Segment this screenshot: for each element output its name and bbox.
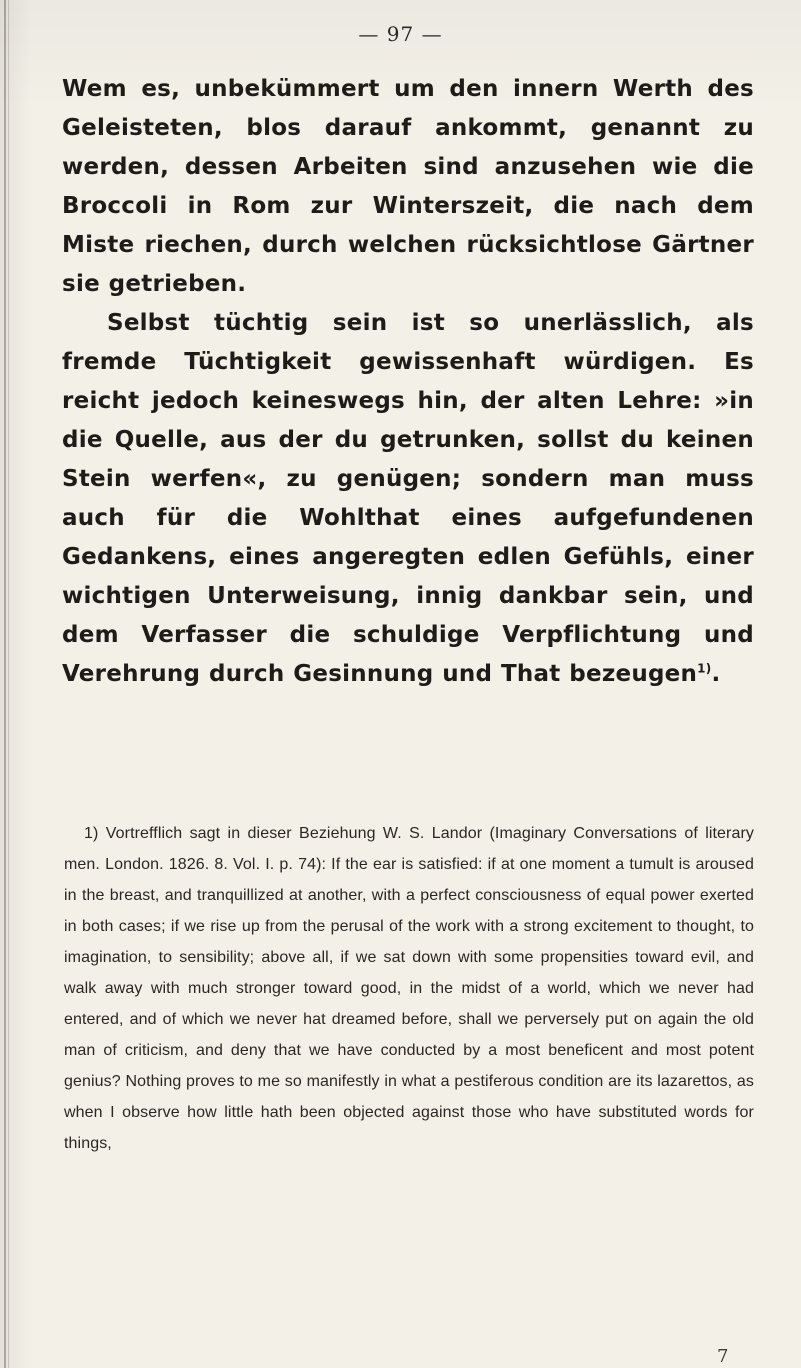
- paragraph-1: Wem es, unbekümmert um den innern Werth des Geleisteten, blos darauf ankommt, genannt zu werden, dessen Arbeiten sind anzusehen wie die Broccoli in Rom zur Winterszeit, die nach dem Miste riechen, durch welchen rücksichtlose Gärtner sie getrieben.: [62, 76, 754, 297]
- footnote-text: 1) Vortrefflich sagt in dieser Beziehung W. S. Landor (Imaginary Conversations of literary men. London. 1826. 8. Vol. I. p. 74): If the ear is satisfied: if at one moment a tumult is aroused in the breast, and tranquillized at another, with a perfect consciousness of equal power exerted in both cases; if we rise up from the perusal of the work with a strong excitement to thought, to imagination, to sensibility; above all, if we sat down with some propensities toward evil, and walk away with much stronger toward good, in the midst of a world, which we never had entered, and of which we never hat dreamed before, shall we perversely put on again the old man of criticism, and deny that we have conducted by a most beneficent and most potent genius? Nothing proves to me so manifestly in what a pestiferous condition are its lazarettos, as when I observe how little hath been objected against those who have substituted words for things,: [64, 825, 754, 1152]
- footnote-marker: 1): [697, 661, 712, 676]
- page-edge-rule-inner: [8, 0, 9, 1368]
- footnote-block: [64, 818, 754, 1159]
- paragraph-2-text: Selbst tüchtig sein ist so unerlässlich, als fremde Tüchtigkeit gewissenhaft würdigen. Es reicht jedoch keineswegs hin, der alten Lehre: »in die Quelle, aus der du getrunken, sollst du keinen Stein werfen«, zu genügen; sondern man muss auch für die Wohlthat eines aufgefundenen Gedankens, eines angeregten edlen Gefühls, einer wichtigen Unterweisung, innig dankbar sein, und dem Verfasser die schuldige Verpflichtung und Verehrung durch Gesinnung und That bezeugen: [62, 310, 754, 687]
- main-text-block: [62, 70, 754, 694]
- paragraph-2: Selbst tüchtig sein ist so unerlässlich, als fremde Tüchtigkeit gewissenhaft würdigen. Es reicht jedoch keineswegs hin, der alten Lehre: »in die Quelle, aus der du getrunken, sollst du keinen Stein werfen«, zu genügen; sondern man muss auch für die Wohlthat eines aufgefundenen Gedankens, eines angeregten edlen Gefühls, einer wichtigen Unterweisung, innig dankbar sein, und dem Verfasser die schuldige Verpflichtung und Verehrung durch Gesinnung und That bezeugen$^{1)}$.: [62, 310, 754, 687]
- page-header: — 97 —: [358, 22, 443, 46]
- page-edge-rule: [4, 0, 6, 1368]
- signature-mark: 7: [717, 1346, 729, 1367]
